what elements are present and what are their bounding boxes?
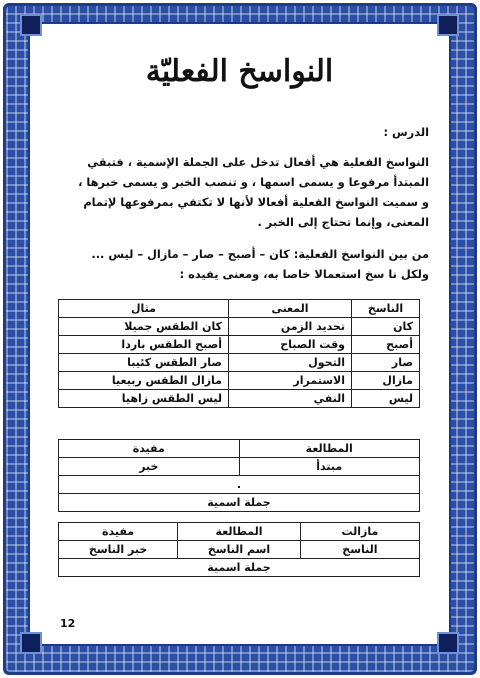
table-cell: صار [352,354,420,372]
table-cell: ليس [352,390,420,408]
table-cell: أصبح [352,336,420,354]
table-row [59,541,420,559]
table-header-row [59,440,420,458]
table-cell: تحديد الزمن [229,318,352,336]
table-cell: مازال الطقس ربيعيا [59,372,229,390]
intro-line: ولكل نا سخ استعمالا خاصا به، ومعنى يفيده : [179,267,429,281]
table-header: المعنى [229,300,352,318]
table-header: المطالعة [239,440,420,458]
table-header-row [59,523,420,541]
table-row [59,336,420,354]
corner-ornament-icon [20,14,42,36]
table-row [59,318,420,336]
table-row [59,372,420,390]
table-cell: ليس الطقس زاهيا [59,390,229,408]
table-header: المطالعة [178,523,301,541]
lesson-label: الدرس : [383,125,429,139]
paragraph-line: و سميت النواسخ الفعلية أفعالا لأنها لا تكتفي بمرفوعها لإتمام [83,195,429,209]
table-header: مثال [59,300,229,318]
table-cell: مبتدأ [239,458,420,476]
table-row [59,476,420,494]
table-row [59,390,420,408]
paragraph-line: المبتدأ مرفوعا و يسمى اسمها ، و تنصب الخبر و يسمى خبرها ، [78,175,429,189]
nawasikh-table [58,299,420,408]
table-cell: اسم الناسخ [178,541,301,559]
nominal-sentence-table [58,439,420,512]
lesson-paragraph [44,152,429,232]
table-footer-cell: جملة اسمية [59,494,420,512]
table-cell: خبر الناسخ [59,541,178,559]
table-header: الناسخ [352,300,420,318]
table-cell: الناسخ [300,541,419,559]
table-cell: صار الطقس كئيبا [59,354,229,372]
table-cell: كان الطقس جميلا [59,318,229,336]
corner-ornament-icon [20,632,42,654]
table-cell: وقت الصباح [229,336,352,354]
table-cell: النفي [229,390,352,408]
paragraph-line: النواسخ الفعلية هي أفعال تدخل على الجملة الإسمية ، فتبقي [87,155,429,169]
table-cell: . [59,476,420,494]
nasikh-sentence-table [58,522,420,577]
table-cell: الاستمرار [229,372,352,390]
table-cell: مازال [352,372,420,390]
table-header: مازالت [300,523,419,541]
page-number: 12 [60,617,76,630]
corner-ornament-icon [437,14,459,36]
table-cell: أصبح الطقس باردا [59,336,229,354]
table-cell: خبر [59,458,240,476]
corner-ornament-icon [437,632,459,654]
document-page [28,22,451,646]
table-header-row [59,300,420,318]
table-row [59,458,420,476]
page-title: النواسخ الفعليّة [145,54,334,89]
intro-text [44,244,429,284]
table-header: مفيدة [59,523,178,541]
table-header: مفيدة [59,440,240,458]
table-row [59,354,420,372]
table-cell: التحول [229,354,352,372]
table-footer-cell: جملة اسمية [59,559,420,577]
paragraph-line: المعنى، وإنما تحتاج إلى الخبر . [257,215,429,229]
table-row [59,494,420,512]
table-cell: كان [352,318,420,336]
table-row [59,559,420,577]
intro-line: من بين النواسخ الفعلية: كان – أصبح – صار – مازال – ليس ... [91,247,429,261]
